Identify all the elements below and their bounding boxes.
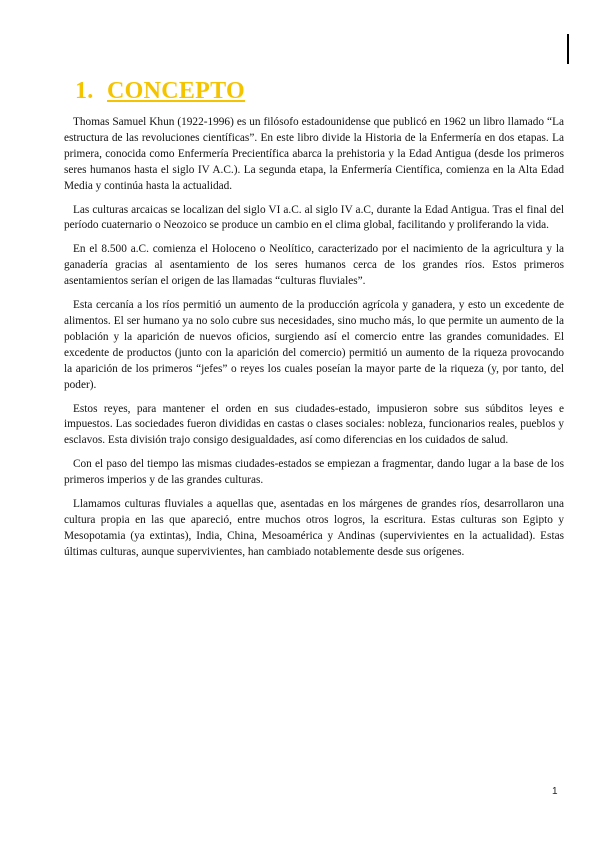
page-number: 1 <box>552 786 558 797</box>
document-body <box>64 115 564 569</box>
paragraph-3: En el 8.500 a.C. comienza el Holoceno o Neolítico, caracterizado por el nacimiento de la agricultura y la ganadería gracias al asentamiento de los seres humanos cerca de los grandes ríos. Estos primeros asentamientos serían el origen de las llamadas “culturas fluviales”. <box>64 243 564 288</box>
text-cursor <box>567 34 569 64</box>
paragraph-5: Estos reyes, para mantener el orden en sus ciudades-estado, impusieron sobre sus súbditos leyes e impuestos. Las sociedades fueron divididas en castas o clases sociales: nobleza, funcionarios reales, pueblos y esclavos. Esta división trajo consigo desigualdades, así como diferencias en los cuidados de salud. <box>64 402 564 447</box>
paragraph-4: Esta cercanía a los ríos permitió un aumento de la producción agrícola y ganadera, y esto un excedente de alimentos. El ser humano ya no solo cubre sus necesidades, sino mucho más, lo que permite un aumento de la población y la aparición de nuevos oficios, surgiendo así el comercio entre las grandes comunidades. El excedente de productos (junto con la aparición del comercio) permitió un aumento de la riqueza provocando la aparición de los primeros “jefes” o reyes los cuales poseían la mayor parte de la riqueza (y, por tanto, del poder). <box>64 299 564 391</box>
section-number: 1. <box>75 78 94 104</box>
section-heading <box>75 76 245 106</box>
paragraph-6: Con el paso del tiempo las mismas ciudades-estados se empiezan a fragmentar, dando lugar a la base de los primeros imperios y de las grandes culturas. <box>64 458 564 487</box>
paragraph-7: Llamamos culturas fluviales a aquellas que, asentadas en los márgenes de grandes ríos, desarrollaron una cultura propia en las que apareció, entre muchos otros logros, la escritura. Estas culturas son Egipto y Mesopotamia (ya extintas), India, China, Mesoamérica y Andinas (supervivientes en la actualidad). Estas últimas culturas, aunque supervivientes, han cambiado notablemente desde sus orígenes. <box>64 498 564 558</box>
paragraph-2: Las culturas arcaicas se localizan del siglo VI a.C. al siglo IV a.C, durante la Edad Antigua. Tras el final del período cuaternario o Neozoico se produce un cambio en el clima global, facilitando y proliferando la vida. <box>64 203 564 232</box>
paragraph-1: Thomas Samuel Khun (1922-1996) es un filósofo estadounidense que publicó en 1962 un libro llamado “La estructura de las revoluciones científicas”. En este libro divide la Historia de la Enfermería en dos etapas. La primera, conocida como Enfermería Precientífica abarca la prehistoria y la Edad Antigua (desde los primeros seres humanos hasta el siglo IV A.C.). La segunda etapa, la Enfermería Científica, comienza en la Alta Edad Media y continúa hasta la actualidad. <box>64 116 564 192</box>
section-title: CONCEPTO <box>107 78 245 104</box>
